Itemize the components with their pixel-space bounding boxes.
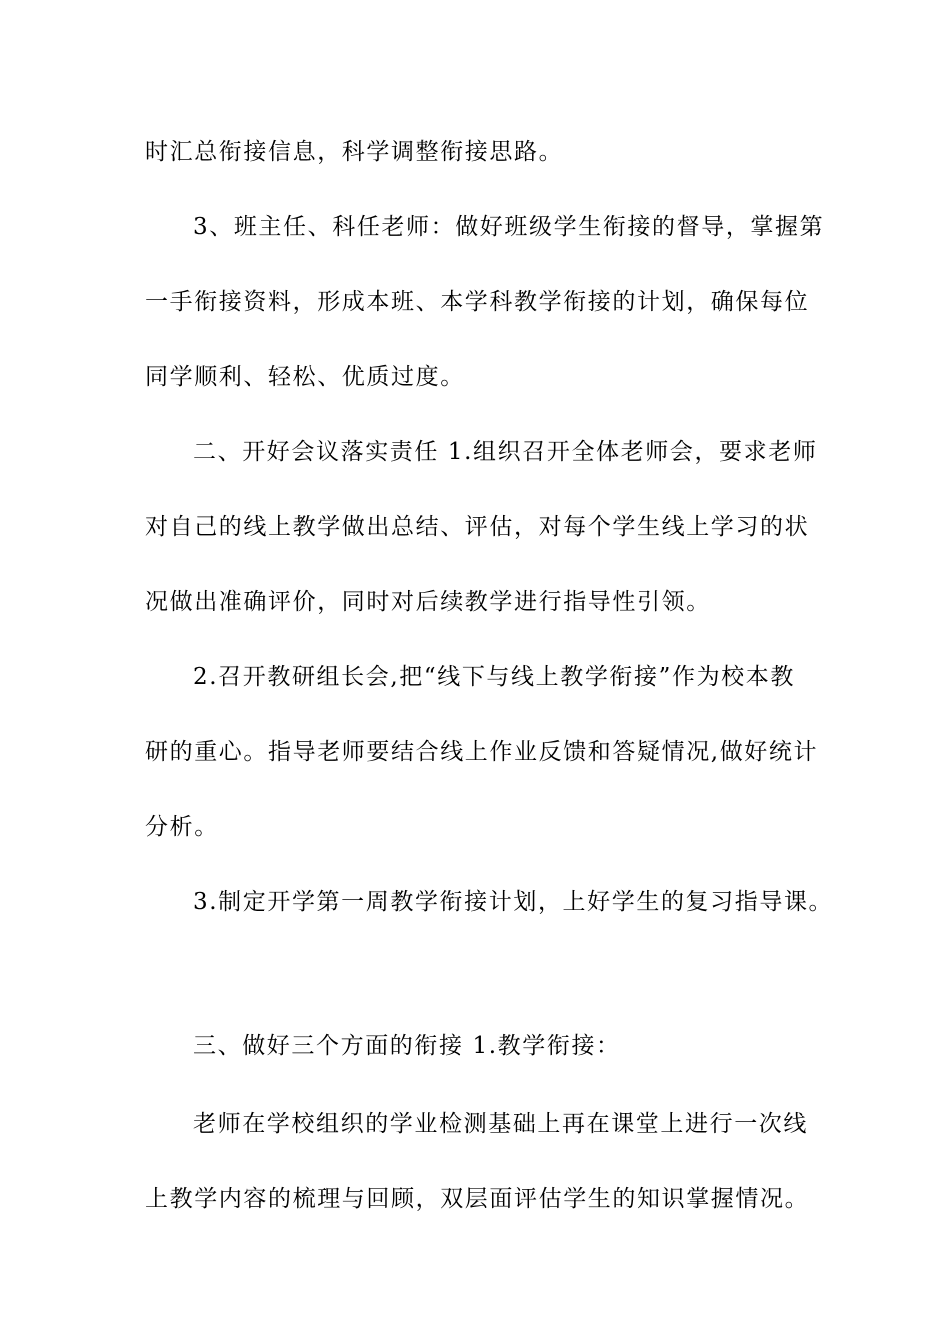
paragraph-line: 时汇总衔接信息，科学调整衔接思路。 <box>145 139 564 165</box>
paragraph-line: 2.召开教研组长会,把“线下与线上教学衔接”作为校本教 <box>193 664 795 690</box>
paragraph-line: 同学顺利、轻松、优质过度。 <box>145 364 465 390</box>
paragraph-line: 老师在学校组织的学业检测基础上再在课堂上进行一次线 <box>193 1111 808 1137</box>
paragraph-line: 况做出准确评价，同时对后续教学进行指导性引领。 <box>145 589 711 615</box>
paragraph-line: 研的重心。指导老师要结合线上作业反馈和答疑情况,做好统计 <box>145 739 819 765</box>
paragraph-line: 上教学内容的梳理与回顾，双层面评估学生的知识掌握情况。 <box>145 1186 810 1212</box>
paragraph-line: 3.制定开学第一周教学衔接计划，上好学生的复习指导课。 <box>193 889 834 915</box>
paragraph-line: 二、开好会议落实责任 1.组织召开全体老师会，要求老师 <box>193 439 818 465</box>
paragraph-line: 分析。 <box>145 814 219 840</box>
section-heading-line: 三、做好三个方面的衔接 1.教学衔接： <box>193 1033 621 1059</box>
paragraph-line: 3、班主任、科任老师：做好班级学生衔接的督导，掌握第 <box>193 214 825 240</box>
paragraph-line: 一手衔接资料，形成本班、本学科教学衔接的计划，确保每位 <box>145 289 810 315</box>
paragraph-line: 对自己的线上教学做出总结、评估，对每个学生线上学习的状 <box>145 514 810 540</box>
